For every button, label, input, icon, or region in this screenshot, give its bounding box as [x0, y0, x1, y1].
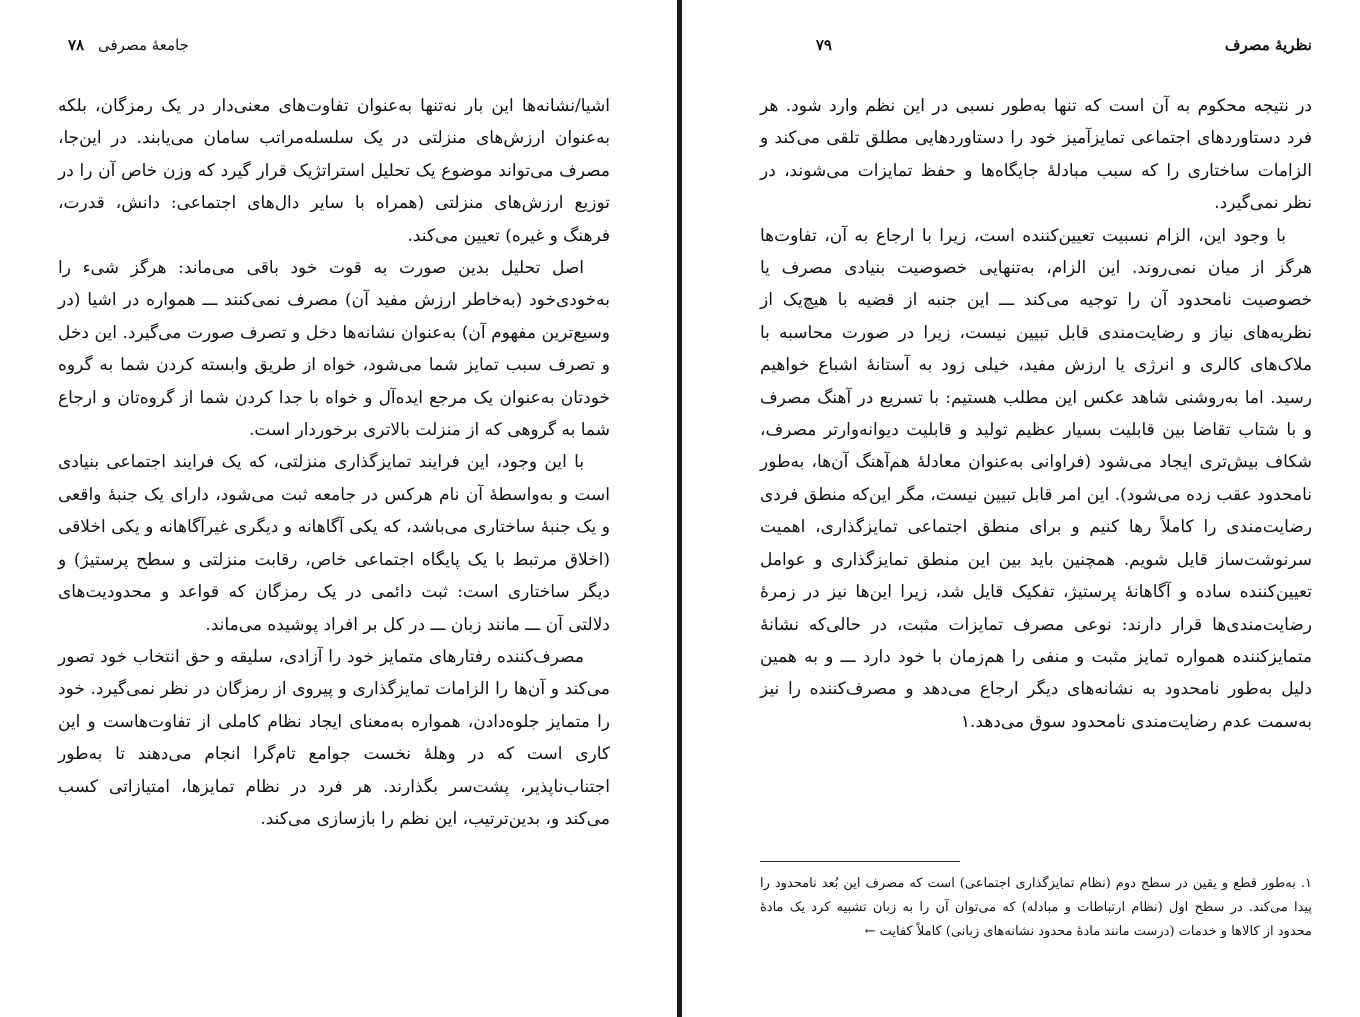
right-page [760, 0, 1312, 1017]
footnote-rule [760, 861, 960, 862]
page-gutter-divider [677, 0, 682, 1017]
left-paragraph-3: با این وجود، این فرایند تمایزگذاری منزلتی، که یک فرایند اجتماعی بنیادی است و به‌واسطهٔ آن نام هرکس در جامعه ثبت می‌شود، دارای یک جنبهٔ واقعی و یک جنبهٔ ساختاری می‌باشد، که یکی آگاهانه و دیگری غیرآگاهانه و یکی اخلاقی (اخلاق مرتبط با یک پایگاه اجتماعی خاص، رقابت منزلتی و سطح پرستیژ) و دیگر ساختاری است: ثبت دائمی در یک رمزگان که قواعد و محدودیت‌های دلالتی آن ـــ مانند زبان ـــ در کل بر افراد پوشیده می‌ماند. [58, 452, 610, 635]
right-paragraph-2: با وجود این، الزام نسبیت تعیین‌کننده است، زیرا با ارجاع به آن، تفاوت‌ها هرگز از میان نمی‌روند. این الزام، به‌تنهایی خصوصیت بنیادی مصرف یا خصوصیت نامحدود آن را توجیه می‌کند ـــ این جنبه از قضیه با هیچ‌یک از نظریه‌های نیاز و رضایت‌مندی قابل تبیین نیست، زیرا در صورت محاسبه با ملاک‌های کالری و انرژی یا ارزش مفید، خیلی زود به آستانهٔ اشباع خواهیم رسید. اما به‌روشنی شاهد عکس این مطلب هستیم: با تسریع در آهنگ مصرف و با شتاب تقاضا بین قابلیت بسیار عظیم تولید و قابلیت دیوانه‌وارتر مصرف، شکاف بیش‌تری ایجاد می‌شود (فراوانی به‌عنوان معادلهٔ هم‌آهنگ آن‌ها، به‌طور نامحدود عقب زده می‌شود). این امر قابل تبیین نیست، مگر این‌که منطق فردی رضایت‌مندی را کاملاً رها کنیم و برای منطق اجتماعی تمایزگذاری، اهمیت سرنوشت‌ساز قایل شویم. همچنین باید بین این منطق تمایزگذاری و عوامل تعیین‌کننده ساده و آگاهانهٔ پرستیژ، تفکیک قایل شد، زیرا این‌ها نیز در زمرهٔ رضایت‌مندی‌ها قرار دارند: نوعی مصرف تمایزات مثبت، در حالی‌که نشانهٔ متمایزکننده همواره تمایز مثبت و منفی را هم‌زمان با خود دارد ـــ و به همین دلیل به‌طور نامحدود به نشانه‌های دیگر ارجاع می‌دهد و مصرف‌کننده را نیز به‌سمت عدم رضایت‌مندی نامحدود سوق می‌دهد.۱ [760, 225, 1312, 732]
footnote [760, 872, 1312, 944]
left-paragraph-4: مصرف‌کننده رفتارهای متمایز خود را آزادی، سلیقه و حق انتخاب خود تصور می‌کند و آن‌ها را الزامات تمایزگذاری و پیروی از رمزگان در نظر نمی‌گیرد. خود را متمایز جلوه‌دادن، همواره به‌معنای ایجاد نظام کاملی از تفاوت‌هاست و این کاری است که در وهلهٔ نخست جوامع تام‌گرا انجام می‌دهند تا به‌طور اجتناب‌ناپذیر، پشت‌سر بگذارند. هر فرد در نظام تمایزها، امتیازاتی کسب می‌کند و، بدین‌ترتیب، این نظم را بازسازی می‌کند. [58, 646, 610, 829]
left-running-title: جامعهٔ مصرفی [98, 36, 189, 54]
right-body-text [760, 90, 1312, 738]
left-page-number: ۷۸ [68, 36, 85, 54]
right-page-number: ۷۹ [815, 36, 832, 54]
right-paragraph-1: در نتیجه محکوم به آن است که تنها به‌طور نسبی در این نظم وارد شود. هر فرد دستاوردهای اجتماعی تمایزآمیز خود را دستاوردهایی مطلق تلقی می‌کند و الزامات ساختاری را که سبب مبادلهٔ جایگاه‌ها و حفظ تمایزات می‌شوند، در نظر نمی‌گیرد. [760, 96, 1312, 214]
left-page [58, 0, 610, 1017]
left-running-head [58, 36, 610, 60]
right-running-title: نظریهٔ مصرف [1224, 36, 1312, 54]
right-running-head [760, 36, 1312, 60]
left-paragraph-2: اصل تحلیل بدین صورت به قوت خود باقی می‌ماند: هرگز شی‌ء را به‌خودی‌خود (به‌خاطر ارزش مفید آن) مصرف نمی‌کنند ـــ همواره در اشیا (در وسیع‌ترین مفهوم آن) به‌عنوان نشانه‌ها دخل و تصرف صورت می‌گیرد. این دخل و تصرف سبب تمایز شما می‌شود، خواه از طریق وابسته کردن شما به گروه خودتان به‌عنوان یک مرجع ایده‌آل و خواه با جدا کردن شما از گروه‌تان و ارجاع شما به گروهی که از منزلت بالاتری برخوردار است. [58, 258, 610, 441]
left-paragraph-1: اشیا/نشانه‌ها این بار نه‌تنها به‌عنوان تفاوت‌های معنی‌دار در یک رمزگان، بلکه به‌عنوان ارزش‌های منزلتی در یک سلسله‌مراتب سامان می‌یابند. در این‌جا، مصرف می‌تواند موضوع یک تحلیل استراتژیک قرار گیرد که وزن خاص آن را در توزیع ارزش‌های منزلتی (همراه با سایر دال‌های اجتماعی: دانش، قدرت، فرهنگ و غیره) تعیین می‌کند. [58, 96, 610, 246]
left-body-text [58, 90, 610, 835]
footnote-1: ۱. به‌طور قطع و یقین در سطح دوم (نظام تمایزگذاری اجتماعی) است که مصرف این بُعد نامحدود را پیدا می‌کند. در سطح اول (نظام ارتباطات و مبادله) که می‌توان آن را به زبان تشبیه کرد یک مادهٔ محدود از کالاها و خدمات (درست مانند مادهٔ محدود نشانه‌های زبانی) کاملاً کفایت ← [760, 876, 1312, 939]
